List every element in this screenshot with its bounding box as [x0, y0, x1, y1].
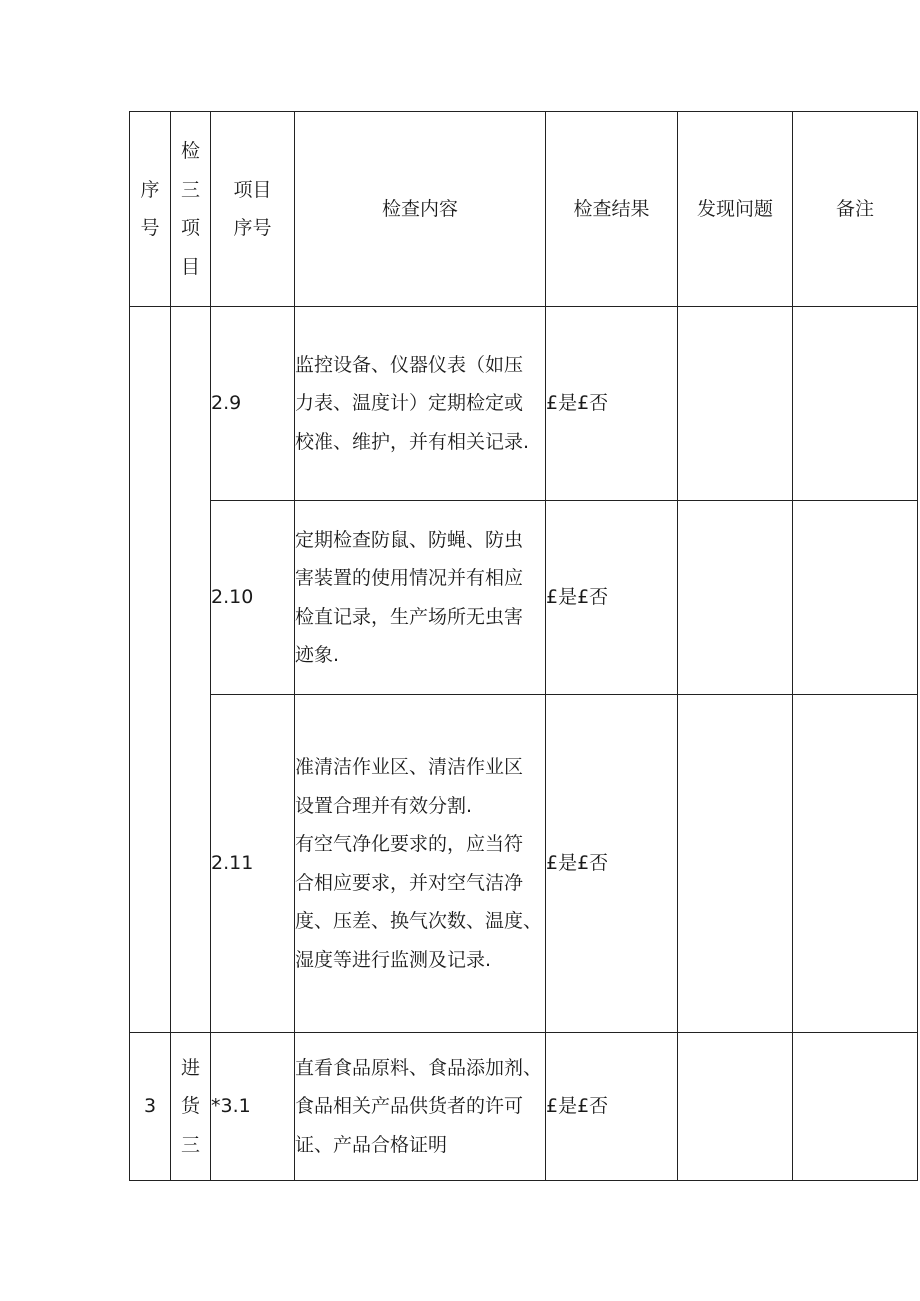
- row-issues-cell[interactable]: [678, 501, 793, 695]
- header-issues: 发现问题: [678, 112, 793, 307]
- header-item-no: 项目 序号: [211, 112, 295, 307]
- row-result-checkbox[interactable]: £是£否: [546, 695, 678, 1033]
- row-remarks-cell[interactable]: [793, 695, 918, 1033]
- row-content: 准清洁作业区、清洁作业区 设置合理并有效分割. 有空气净化要求的，应当符 合相应要求，并对空气洁净 度、压差、换气次数、温度、 湿度等进行监测及记录.: [295, 695, 546, 1033]
- row-remarks-cell[interactable]: [793, 307, 918, 501]
- row-result-checkbox[interactable]: £是£否: [546, 1033, 678, 1181]
- table-row: [130, 307, 918, 501]
- table-header-row: [130, 112, 918, 307]
- row-issues-cell[interactable]: [678, 1033, 793, 1181]
- table-row: [130, 501, 918, 695]
- row-content: 定期检查防鼠、防蝇、防虫 害装置的使用情况并有相应 检直记录，生产场所无虫害 迹象.: [295, 501, 546, 695]
- inspection-table: [129, 111, 918, 1181]
- row-code: *3.1: [211, 1033, 295, 1181]
- row-category: 进 货 三: [171, 1033, 211, 1181]
- table-row: [130, 695, 918, 1033]
- table-row: [130, 1033, 918, 1181]
- row-remarks-cell[interactable]: [793, 501, 918, 695]
- row-result-checkbox[interactable]: £是£否: [546, 501, 678, 695]
- row-issues-cell[interactable]: [678, 307, 793, 501]
- header-seq: 序 号: [130, 112, 171, 307]
- header-remarks: 备注: [793, 112, 918, 307]
- row-remarks-cell[interactable]: [793, 1033, 918, 1181]
- row-result-checkbox[interactable]: £是£否: [546, 307, 678, 501]
- row-issues-cell[interactable]: [678, 695, 793, 1033]
- row-category: [171, 307, 211, 1033]
- row-seq: [130, 307, 171, 1033]
- header-content: 检查内容: [295, 112, 546, 307]
- row-content: 监控设备、仪器仪表（如压 力表、温度计）定期检定或 校准、维护，并有相关记录.: [295, 307, 546, 501]
- row-seq: 3: [130, 1033, 171, 1181]
- row-content: 直看食品原料、食品添加剂、 食品相关产品供货者的许可 证、产品合格证明: [295, 1033, 546, 1181]
- row-code: 2.10: [211, 501, 295, 695]
- header-category: 检 三 项 目: [171, 112, 211, 307]
- row-code: 2.9: [211, 307, 295, 501]
- header-result: 检查结果: [546, 112, 678, 307]
- row-code: 2.11: [211, 695, 295, 1033]
